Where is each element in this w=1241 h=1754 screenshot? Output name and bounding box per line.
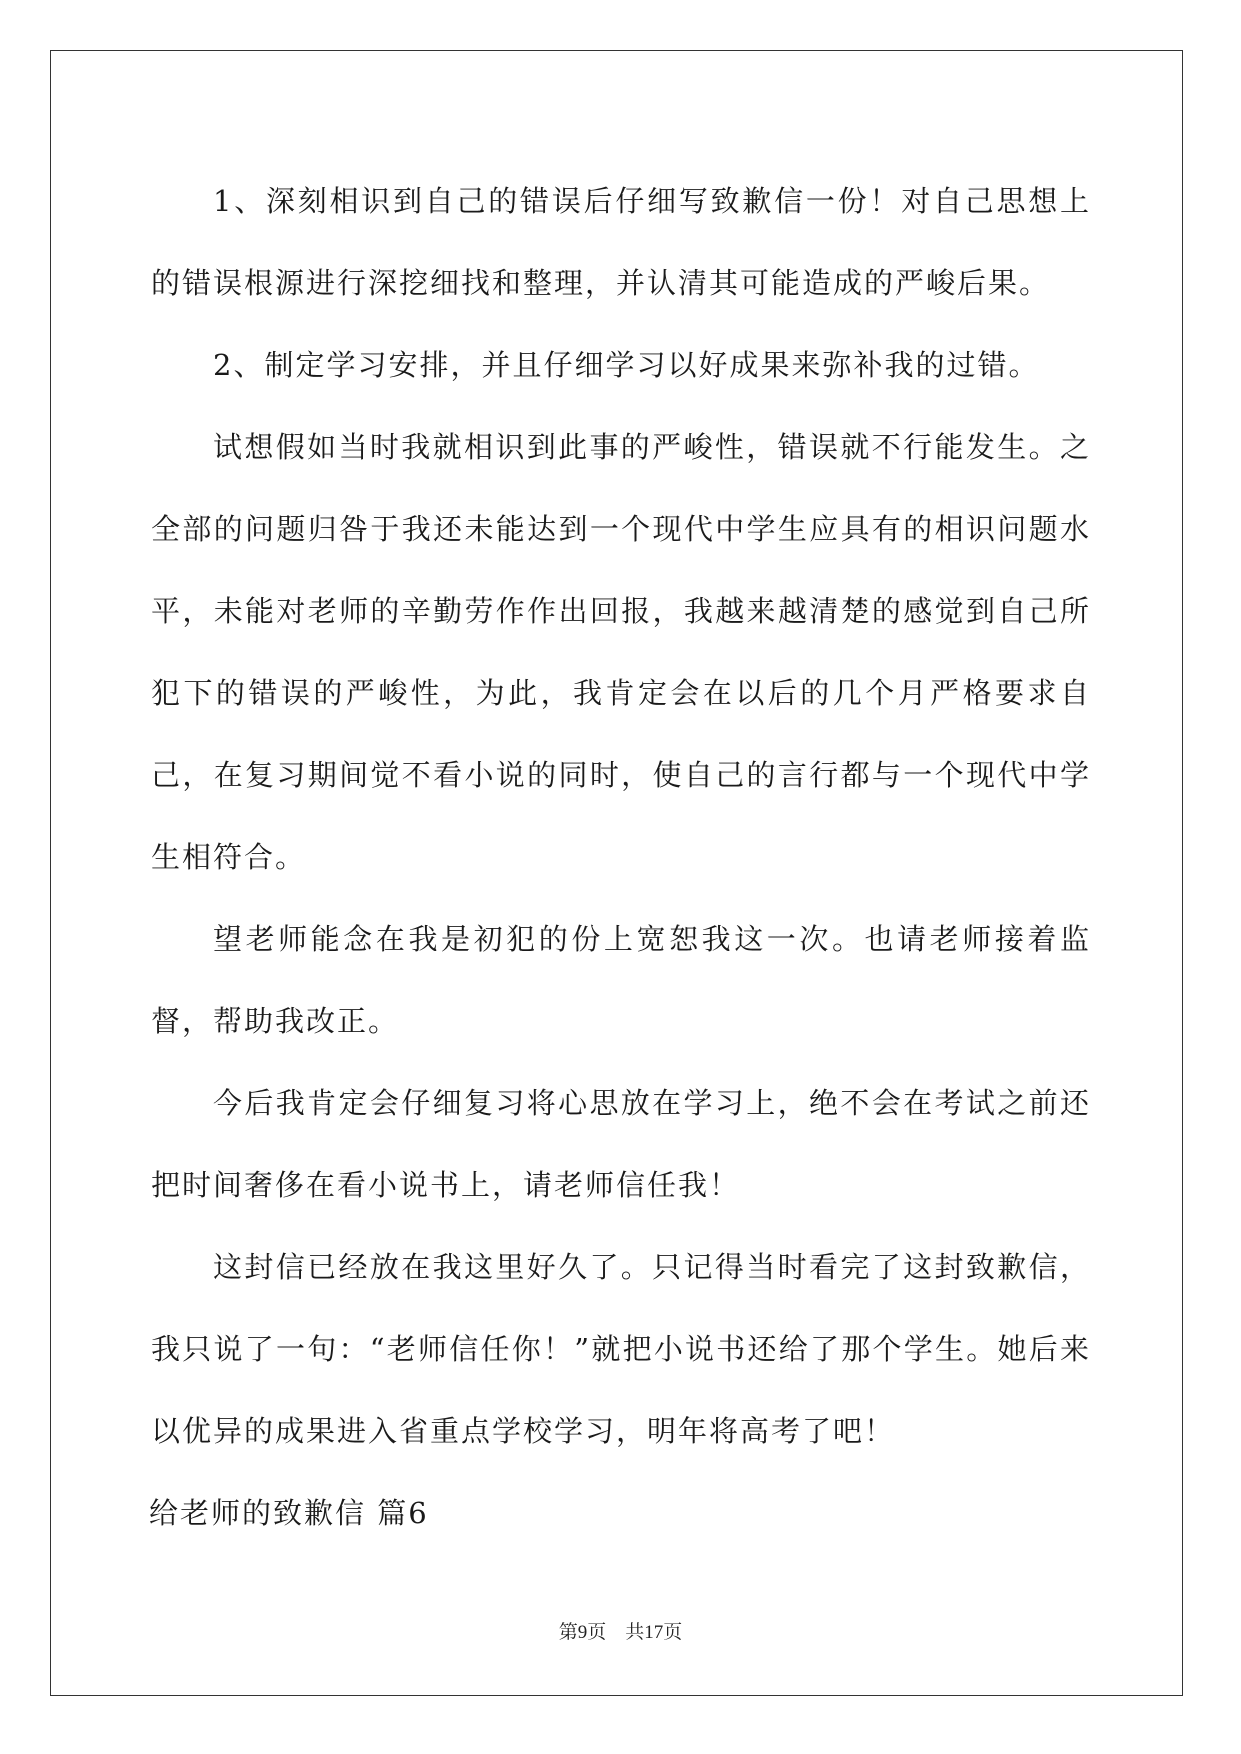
paragraph: 这封信已经放在我这里好久了。只记得当时看完了这封致歉信，我只说了一句：“老师信任你！”就把小说书还给了那个学生。她后来以优异的成果进入省重点学校学习，明年将高考了吧！ — [151, 1250, 1091, 1448]
paragraph: 今后我肯定会仔细复习将心思放在学习上，绝不会在考试之前还把时间奢侈在看小说书上，请老师信任我！ — [151, 1086, 1091, 1202]
page-number: 第9页 — [558, 1622, 607, 1643]
page-footer — [0, 1617, 1241, 1644]
paragraph: 2、制定学习安排，并且仔细学习以好成果来弥补我的过错。 — [213, 348, 1040, 382]
paragraph: 1、深刻相识到自己的错误后仔细写致歉信一份！对自己思想上的错误根源进行深挖细找和整理，并认清其可能造成的严峻后果。 — [151, 184, 1091, 300]
document-body — [151, 160, 1091, 1554]
paragraph: 望老师能念在我是初犯的份上宽恕我这一次。也请老师接着监督，帮助我改正。 — [151, 922, 1091, 1038]
page-total: 共17页 — [625, 1622, 683, 1643]
paragraph: 试想假如当时我就相识到此事的严峻性，错误就不行能发生。之全部的问题归咎于我还未能达到一个现代中学生应具有的相识问题水平，未能对老师的辛勤劳作作出回报，我越来越清楚的感觉到自己所犯下的错误的严峻性，为此，我肯定会在以后的几个月严格要求自己，在复习期间觉不看小说的同时，使自己的言行都与一个现代中学生相符合。 — [151, 430, 1091, 874]
section-heading: 给老师的致歉信 篇6 — [149, 1496, 429, 1530]
